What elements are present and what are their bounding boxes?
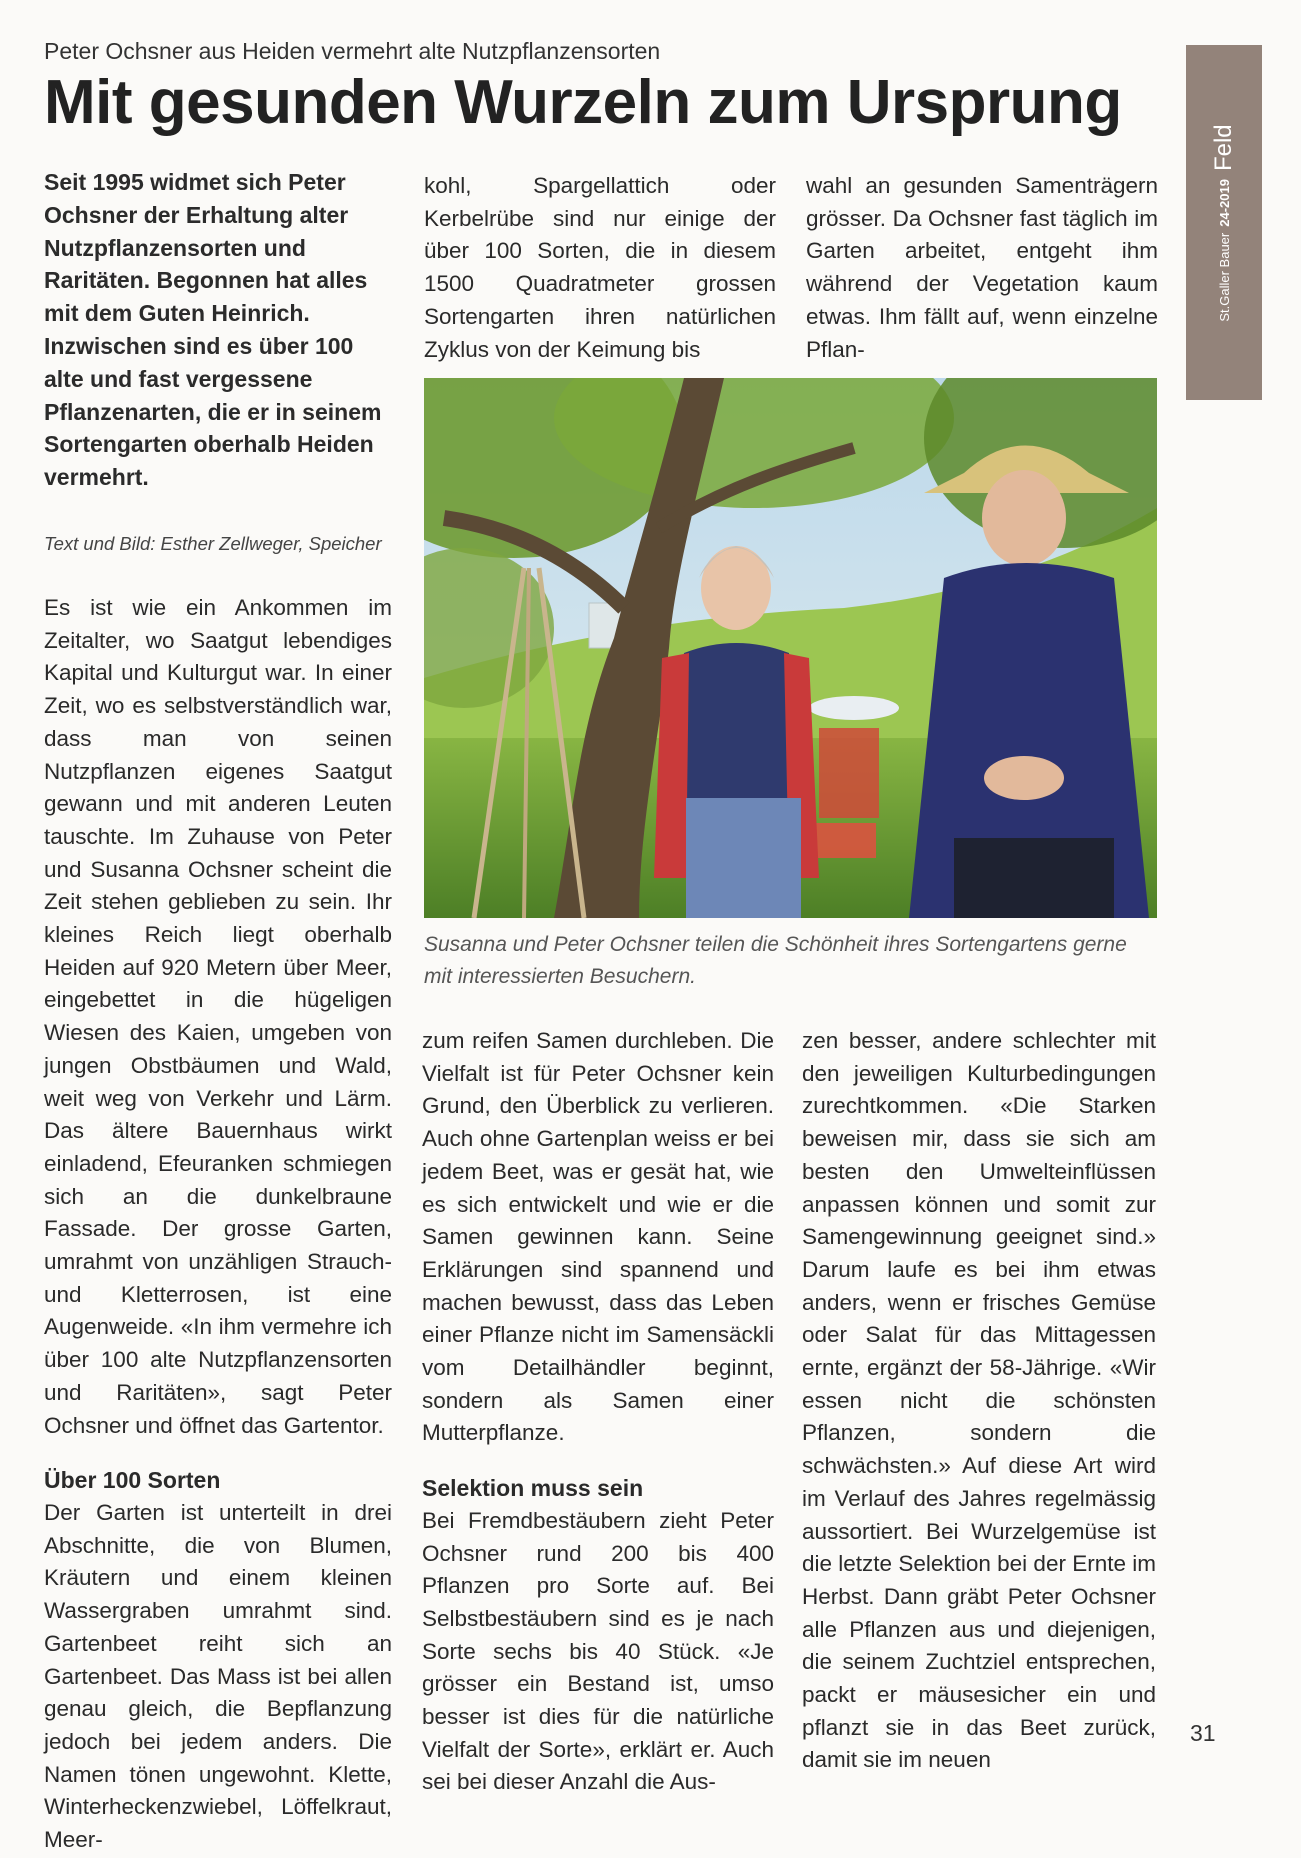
paragraph: zum reifen Samen durchleben. Die Vielfalt ist für Peter Ochsner kein Grund, den Überblick zu verlieren. Auch ohne Gartenplan weiss er bei jedem Beet, was er gesät hat, wie es sich entwickelt und wie er die Samen gewinnen kann. Seine Erklärungen sind spannend und machen bewusst, dass das Leben einer Pflanze nicht im Samensäckli vom Detailhändler beginnt, sondern als Samen einer Mutterpflanze.: [422, 1028, 774, 1446]
photo-caption: Susanna und Peter Ochsner teilen die Schönheit ihres Sortengartens gerne mit interessierten Besuchern.: [424, 933, 1127, 988]
section-tab: [1186, 45, 1262, 400]
page-number: 31: [1190, 1720, 1216, 1746]
article-lead: Seit 1995 widmet sich Peter Ochsner der Erhaltung alter Nutzpflanzensorten und Raritäten. Begonnen hat alles mit dem Guten Heinrich. Inzwischen sind es über 100 alte und fast vergessene Pflanzenarten, die er in seinem Sortengarten oberhalb Heiden vermehrt.: [44, 169, 382, 491]
column-2-top: [424, 170, 776, 366]
article-headline: Mit gesunden Wurzeln zum Ursprung: [44, 68, 1122, 137]
subheading-ueber-100-sorten: Über 100 Sorten: [44, 1467, 221, 1494]
paragraph: kohl, Spargellattich oder Kerbelrübe sind nur einige der über 100 Sorten, die in diesem 1500 Quadratmeter grossen Sortengarten ihren natürlichen Zyklus von der Keimung bis: [424, 173, 776, 362]
column-2-bottom: [422, 1025, 774, 1799]
garden-photo: [424, 378, 1157, 918]
column-3-top: [806, 170, 1158, 366]
paragraph: zen besser, andere schlechter mit den jeweiligen Kulturbedingungen zurechtkommen. «Die Starken beweisen mir, dass sie sich am besten den Umwelteinflüssen anpassen können und somit zur Samengewinnung geeignet sind.» Darum laufe es bei ihm etwas anders, wenn er frisches Gemüse oder Salat für das Mittagessen ernte, ergänzt der 58-Jährige. «Wir essen nicht die schönsten Pflanzen, sondern die schwächsten.» Auf diese Art wird im Verlauf des Jahres regelmässig aussortiert. Bei Wurzelgemüse ist die letzte Selektion bei der Ernte im Herbst. Dann gräbt Peter Ochsner alle Pflanzen aus und diejenigen, die seinem Zuchtziel entsprechen, packt er mäusesicher ein und pflanzt sie in das Beet zurück, damit sie im neuen: [802, 1028, 1156, 1773]
article-kicker: Peter Ochsner aus Heiden vermehrt alte Nutzpflanzensorten: [44, 38, 661, 64]
author-credit: Text und Bild: Esther Zellweger, Speicher: [44, 533, 382, 554]
column-3-bottom: [802, 1025, 1156, 1777]
publication-name: St.Galler Bauer: [1217, 232, 1232, 322]
paragraph: Der Garten ist unterteilt in drei Abschnitte, die von Blumen, Kräutern und einem kleinen Wassergraben umrahmt sind. Gartenbeet reiht sich an Gartenbeet. Das Mass ist bei allen genau gleich, die Bepflanzung jedoch bei jedem anders. Die Namen tönen ungewohnt. Klette, Winterheckenzwiebel, Löffelkraut, Meer-: [44, 1499, 392, 1853]
paragraph: wahl an gesunden Samenträgern grösser. Da Ochsner fast täglich im Garten arbeitet, entgeht ihm während der Vegetation kaum etwas. Ihm fällt auf, wenn einzelne Pflan-: [806, 173, 1158, 362]
paragraph: Es ist wie ein Ankommen im Zeitalter, wo Saatgut lebendiges Kapital und Kulturgut war. In einer Zeit, wo es selbstverständlich war, dass man von seinen Nutzpflanzen eigenes Saatgut gewann und mit anderen Leuten tauschte. Im Zuhause von Peter und Susanna Ochsner scheint die Zeit stehen geblieben zu sein. Ihr kleines Reich liegt oberhalb Heiden auf 920 Metern über Meer, eingebettet in die hügeligen Wiesen des Kaien, umgeben von jungen Obstbäumen und Wald, weit weg von Verkehr und Lärm. Das ältere Bauernhaus wirkt einladend, Efeuranken schmiegen sich an die dunkelbraune Fassade. Der grosse Garten, umrahmt von unzähligen Strauch- und Kletterrosen, ist eine Augenweide. «In ihm vermehre ich über 100 alte Nutzpflanzensorten und Raritäten», sagt Peter Ochsner und öffnet das Gartentor.: [44, 595, 392, 1438]
issue-number: 24-2019: [1217, 178, 1232, 227]
subheading-selektion-muss-sein: Selektion muss sein: [422, 1475, 644, 1502]
column-1: [44, 592, 392, 1857]
section-name: Feld: [1210, 123, 1237, 171]
paragraph: Bei Fremdbestäubern zieht Peter Ochsner rund 200 bis 400 Pflanzen pro Sorte auf. Bei Selbstbestäubern sind es je nach Sorte sechs bis 40 Stück. «Je grösser ein Bestand ist, umso besser ist dies für die natürliche Vielfalt der Sorte», erklärt er. Auch sei bei dieser Anzahl die Aus-: [422, 1507, 774, 1795]
